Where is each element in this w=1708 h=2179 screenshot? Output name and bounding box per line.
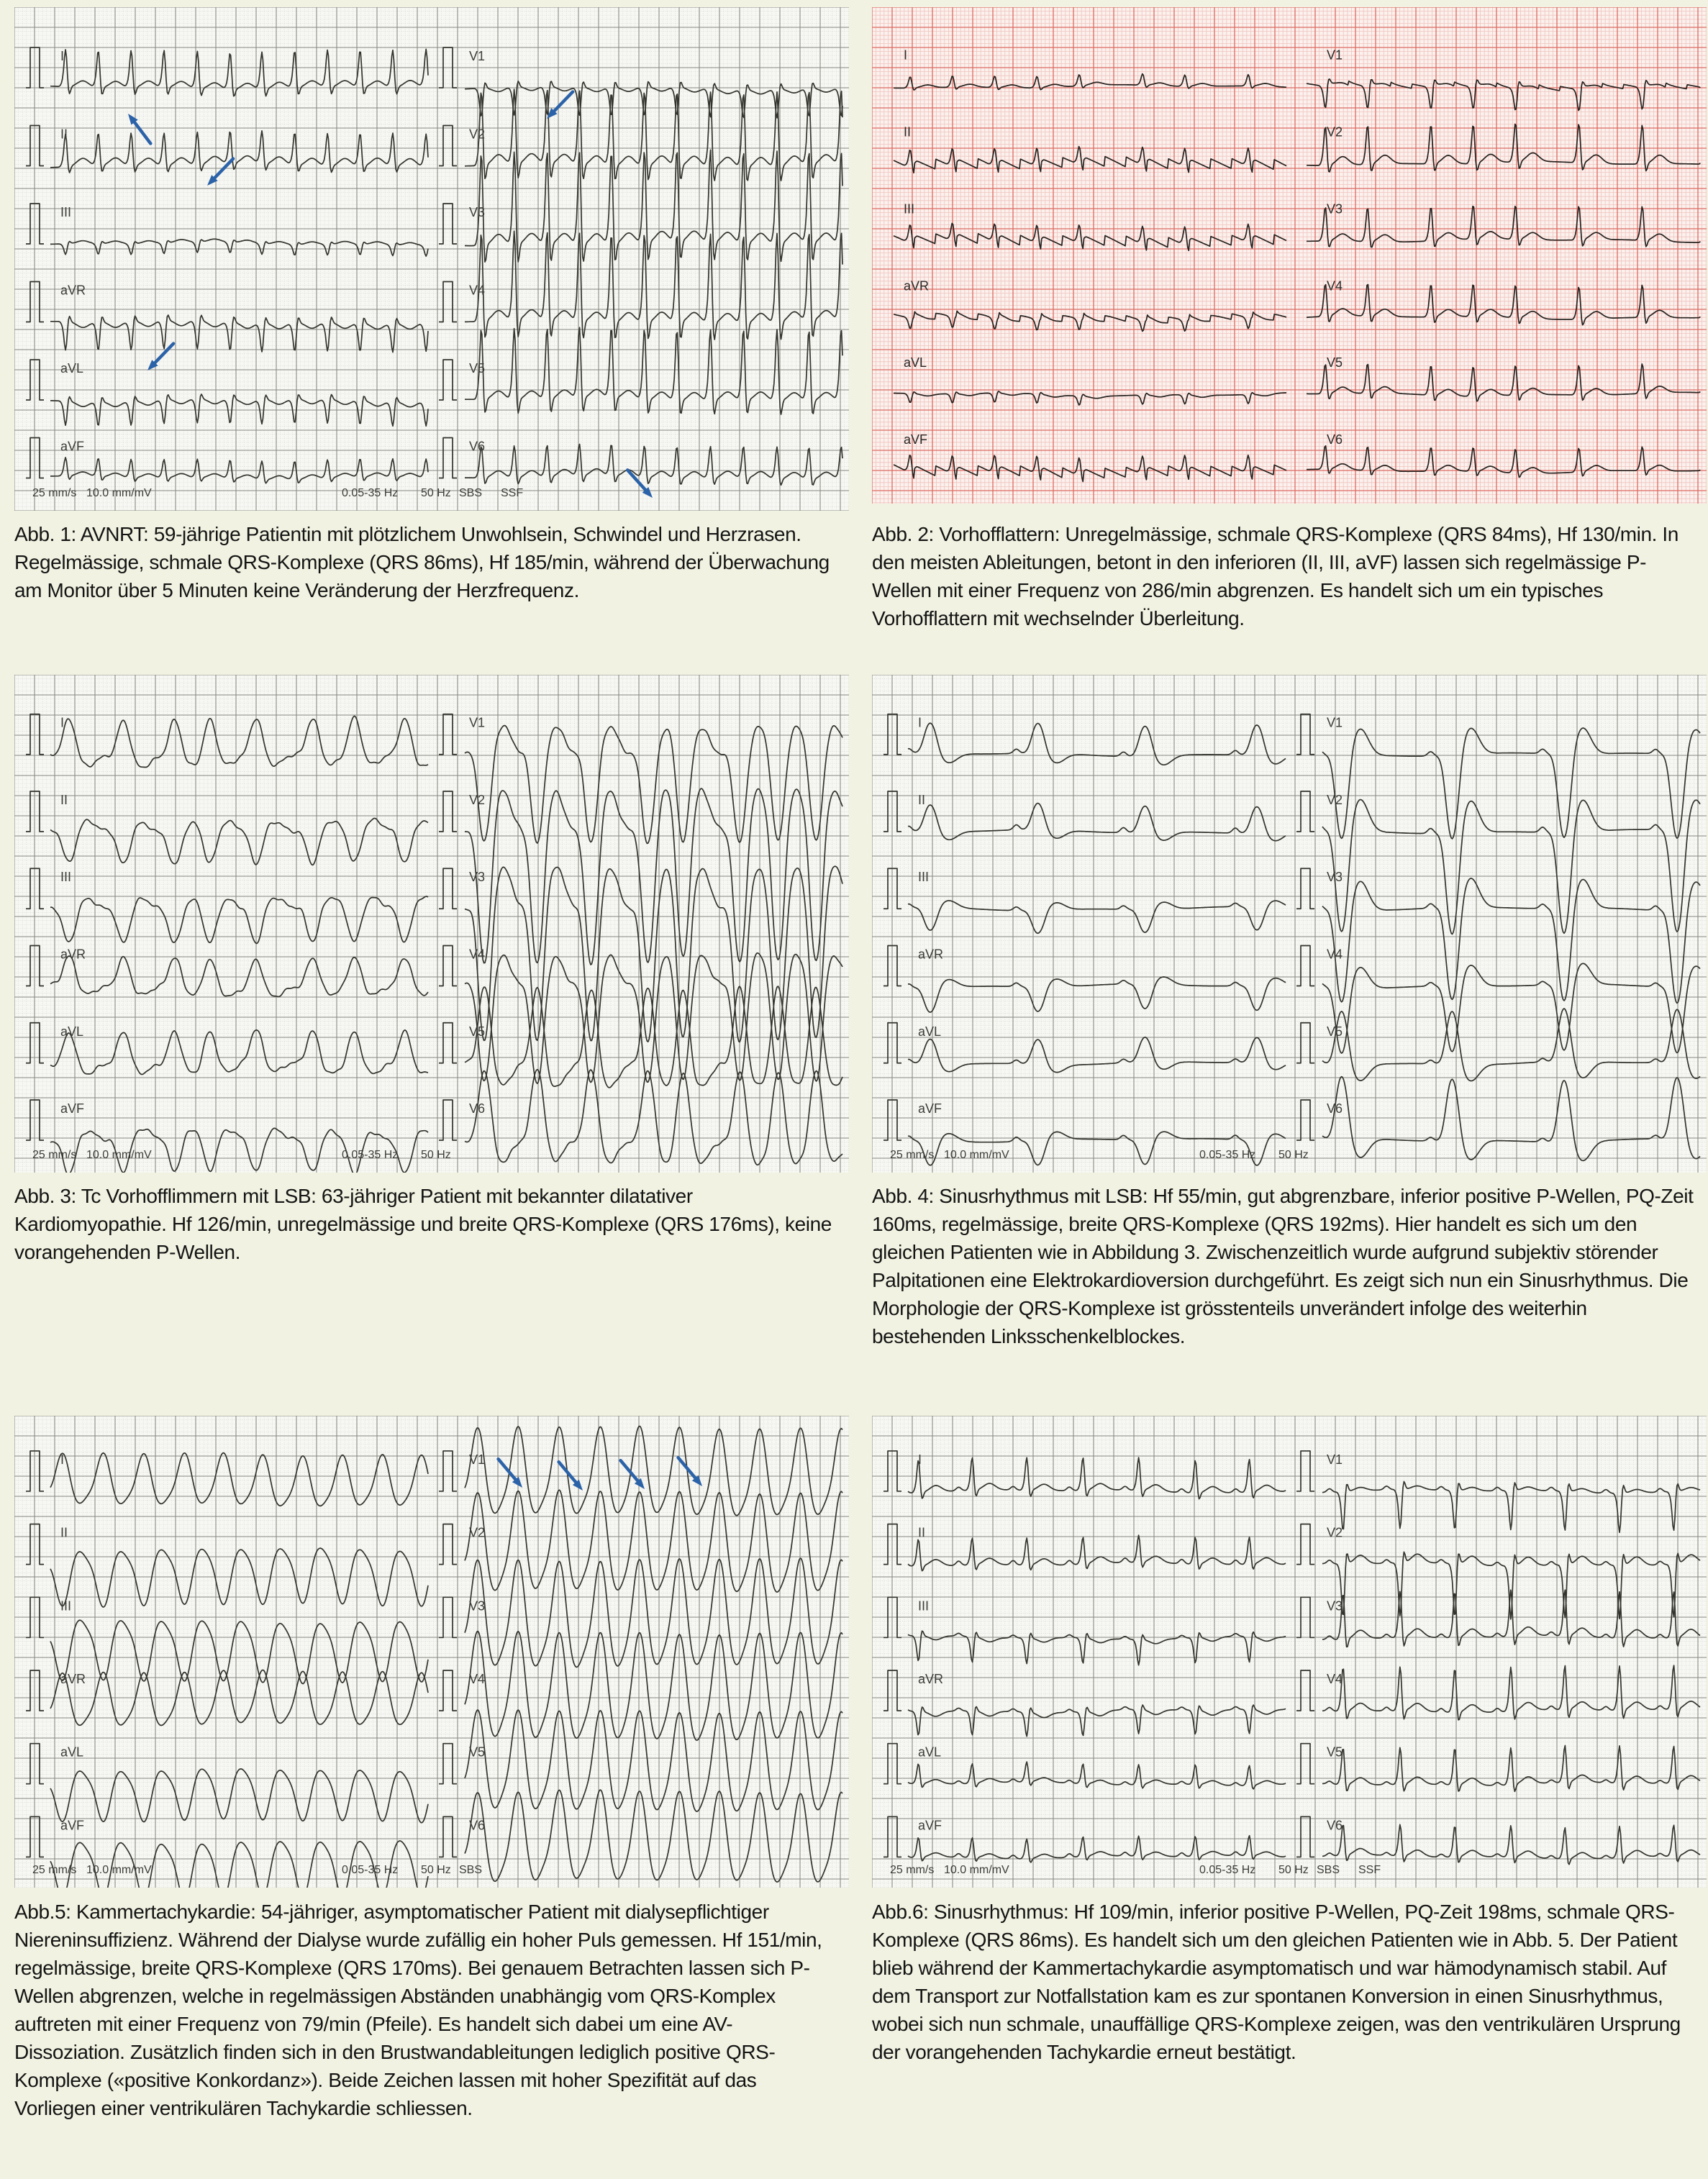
lead-label-V5: V5 — [1327, 1024, 1343, 1039]
legend-item: SBS — [459, 487, 483, 499]
lead-label-V6: V6 — [469, 1101, 486, 1116]
lead-label-aVL: aVL — [60, 361, 84, 376]
lead-label-V1: V1 — [469, 49, 486, 63]
lead-label-III: III — [60, 205, 72, 219]
lead-label-III: III — [918, 1598, 930, 1614]
legend-item: 25 mm/s — [32, 1149, 77, 1161]
legend-item: 0.05-35 Hz — [342, 1864, 399, 1876]
lead-label-V3: V3 — [469, 1598, 486, 1614]
lead-label-aVF: aVF — [60, 1818, 85, 1833]
ecg-strip-abb2 — [872, 7, 1707, 504]
ecg-strip-abb6 — [872, 1416, 1707, 1888]
lead-label-V1: V1 — [1327, 1452, 1343, 1467]
figure-abb3-ecg — [14, 675, 849, 1173]
lead-label-V3: V3 — [1327, 870, 1343, 885]
lead-label-V1: V1 — [1327, 715, 1343, 730]
lead-label-I: I — [60, 1452, 65, 1467]
lead-label-V3: V3 — [1327, 201, 1343, 217]
legend-item: 50 Hz — [421, 487, 451, 499]
caption-abb1: Abb. 1: AVNRT: 59-jährige Patientin mit plötzlichem Unwohlsein, Schwindel und Herzrasen. Regelmässige, schmale QRS-Komplexe (QRS 86ms), Hf 185/min, während der Überwachung am Monitor über 5 Minuten keine Veränderung der Herzfrequenz. — [14, 523, 830, 601]
lead-label-aVR: aVR — [60, 283, 86, 298]
lead-label-aVR: aVR — [918, 947, 944, 962]
lead-label-aVL: aVL — [918, 1744, 942, 1760]
lead-label-V2: V2 — [1327, 792, 1343, 807]
legend-item: 0.05-35 Hz — [342, 487, 399, 499]
ecg-strip-abb3 — [14, 675, 849, 1173]
legend-item: 25 mm/s — [32, 1864, 77, 1876]
lead-label-aVL: aVL — [918, 1024, 942, 1039]
lead-label-II: II — [60, 127, 68, 142]
ecg-strip-abb1 — [14, 7, 849, 511]
legend-item: 10.0 mm/mV — [86, 487, 152, 499]
legend-item: 25 mm/s — [890, 1864, 935, 1876]
lead-label-III: III — [918, 870, 930, 885]
lead-label-III: III — [904, 201, 915, 217]
lead-label-V6: V6 — [469, 1818, 486, 1833]
caption-abb6: Abb.6: Sinusrhythmus: Hf 109/min, inferior positive P-Wellen, PQ-Zeit 198ms, schmale QRS-Komplexe (QRS 86ms). Es handelt sich um den gleichen Patienten wie in Abb. 5. Der Patient blieb während der Kammertachykardie asymptomatisch und war hämodynamisch stabil. Auf dem Transport zur Notfallstation kam es zur spontanen Konversion in einen Sinusrhythmus, wobei sich nun schmale, unauffällige QRS-Komplexe zeigen, was den ventrikulären Ursprung der vorangehenden Tachykardie erneut bestätigt. — [872, 1901, 1681, 2063]
lead-label-V4: V4 — [469, 283, 486, 298]
lead-label-II: II — [918, 792, 926, 807]
legend-item: 50 Hz — [1278, 1149, 1309, 1161]
lead-label-V4: V4 — [469, 1672, 486, 1686]
lead-label-V3: V3 — [1327, 1598, 1343, 1614]
lead-label-V2: V2 — [1327, 1525, 1343, 1540]
figure-abb5-ecg — [14, 1416, 849, 1888]
lead-label-II: II — [60, 792, 68, 807]
legend-item: SSF — [501, 487, 524, 499]
ecg-paper — [14, 7, 849, 511]
caption-abb5: Abb.5: Kammertachykardie: 54-jähriger, asymptomatischer Patient mit dialysepflichtiger Niereninsuffizienz. Während der Dialyse wurde zufällig ein hoher Puls gemessen. Hf 151/min, regelmässige, breite QRS-Komplexe (QRS 170ms). Bei genauem Betrachten lassen sich P-Wellen abgrenzen, welche in regelmässigen Abständen unabhängig vom QRS-Komplex auftreten mit einer Frequenz von 79/min (Pfeile). Es handelt sich dabei um eine AV-Dissoziation. Zusätzlich finden sich in den Brustwandableitungen lediglich positive QRS-Komplexe («positive Konkordanz»). Beide Zeichen lassen mit hoher Spezifität auf das Vorliegen einer ventrikulären Tachykardie schliessen. — [14, 1901, 822, 2119]
caption-abb4: Abb. 4: Sinusrhythmus mit LSB: Hf 55/min, gut abgrenzbare, inferior positive P-Wellen, PQ-Zeit 160ms, regelmässige, breite QRS-Komplexe (QRS 192ms). Hier handelt es sich um den gleichen Patienten wie in Abbildung 3. Zwischenzeitlich wurde aufgrund subjektiv störender Palpitationen eine Elektrokardioversion durchgeführt. Es zeigt sich nun ein Sinusrhythmus. Die Morphologie der QRS-Komplexe ist grösstenteils unverändert infolge des weiterhin bestehenden Linksschenkelblockes. — [872, 1185, 1694, 1347]
lead-label-V3: V3 — [469, 205, 486, 219]
lead-label-aVF: aVF — [904, 432, 928, 447]
legend-item: 25 mm/s — [890, 1149, 935, 1161]
lead-label-I: I — [904, 47, 908, 63]
lead-label-III: III — [60, 870, 72, 885]
lead-label-aVL: aVL — [904, 355, 927, 370]
lead-label-V2: V2 — [1327, 124, 1343, 140]
legend-item: 10.0 mm/mV — [944, 1149, 1009, 1161]
lead-label-V4: V4 — [1327, 278, 1343, 294]
figure-abb2-ecg — [872, 7, 1707, 504]
lead-label-V5: V5 — [1327, 355, 1343, 370]
lead-label-II: II — [918, 1525, 926, 1540]
figure-abb6-ecg — [872, 1416, 1707, 1888]
lead-label-V6: V6 — [1327, 1101, 1343, 1116]
lead-label-V6: V6 — [469, 439, 486, 454]
legend-item: 0.05-35 Hz — [342, 1149, 399, 1161]
lead-label-aVF: aVF — [918, 1818, 942, 1833]
legend-item: SBS — [459, 1864, 483, 1876]
legend-item: 0.05-35 Hz — [1199, 1149, 1256, 1161]
lead-label-aVR: aVR — [918, 1672, 944, 1686]
lead-label-V3: V3 — [469, 870, 486, 885]
lead-label-V2: V2 — [469, 792, 486, 807]
lead-label-V4: V4 — [469, 947, 486, 962]
lead-label-V1: V1 — [1327, 47, 1343, 63]
lead-label-V6: V6 — [1327, 1818, 1343, 1833]
lead-label-III: III — [60, 1598, 72, 1614]
lead-label-II: II — [904, 124, 912, 140]
lead-label-V5: V5 — [469, 361, 486, 376]
lead-label-V4: V4 — [1327, 947, 1343, 962]
legend-item: 50 Hz — [421, 1864, 451, 1876]
lead-label-V2: V2 — [469, 1525, 486, 1540]
lead-label-V2: V2 — [469, 127, 486, 142]
lead-label-V6: V6 — [1327, 432, 1343, 447]
caption-abb2: Abb. 2: Vorhofflattern: Unregelmässige, schmale QRS-Komplexe (QRS 84ms), Hf 130/min. In den meisten Ableitungen, betont in den inferioren (II, III, aVF) lassen sich regelmässige P-Wellen mit einer Frequenz von 286/min abgrenzen. Es handelt sich um ein typisches Vorhofflattern mit wechselnder Überleitung. — [872, 523, 1679, 629]
lead-label-I: I — [918, 715, 922, 730]
lead-label-V1: V1 — [469, 1452, 486, 1467]
legend-item: SSF — [1358, 1864, 1381, 1876]
lead-label-II: II — [60, 1525, 68, 1540]
lead-label-aVL: aVL — [60, 1024, 84, 1039]
legend-item: 25 mm/s — [32, 487, 77, 499]
lead-label-aVF: aVF — [60, 1101, 85, 1116]
ecg-strip-abb4 — [872, 675, 1707, 1173]
lead-label-aVF: aVF — [918, 1101, 942, 1116]
figure-abb4-ecg — [872, 675, 1707, 1173]
lead-label-I: I — [60, 49, 65, 63]
lead-label-V5: V5 — [1327, 1744, 1343, 1760]
lead-label-aVR: aVR — [904, 278, 930, 294]
lead-label-V1: V1 — [469, 715, 486, 730]
lead-label-V5: V5 — [469, 1024, 486, 1039]
legend-item: 10.0 mm/mV — [86, 1864, 152, 1876]
legend-item: 10.0 mm/mV — [944, 1864, 1009, 1876]
legend-item: 0.05-35 Hz — [1199, 1864, 1256, 1876]
figure-abb1-ecg — [14, 7, 849, 511]
legend-item: 50 Hz — [421, 1149, 451, 1161]
lead-label-aVR: aVR — [60, 947, 86, 962]
lead-label-V4: V4 — [1327, 1672, 1343, 1686]
ecg-strip-abb5 — [14, 1416, 849, 1888]
legend-item: 50 Hz — [1278, 1864, 1309, 1876]
legend-item: SBS — [1317, 1864, 1340, 1876]
lead-label-I: I — [918, 1452, 922, 1467]
caption-abb3: Abb. 3: Tc Vorhofflimmern mit LSB: 63-jähriger Patient mit bekannter dilatativer Kardiomyopathie. Hf 126/min, unregelmässige und breite QRS-Komplexe (QRS 176ms), keine vorangehenden P-Wellen. — [14, 1185, 832, 1263]
lead-label-aVR: aVR — [60, 1672, 86, 1686]
lead-label-I: I — [60, 715, 65, 730]
lead-label-aVF: aVF — [60, 439, 85, 454]
lead-label-V5: V5 — [469, 1744, 486, 1760]
legend-item: 10.0 mm/mV — [86, 1149, 152, 1161]
lead-label-aVL: aVL — [60, 1744, 84, 1760]
